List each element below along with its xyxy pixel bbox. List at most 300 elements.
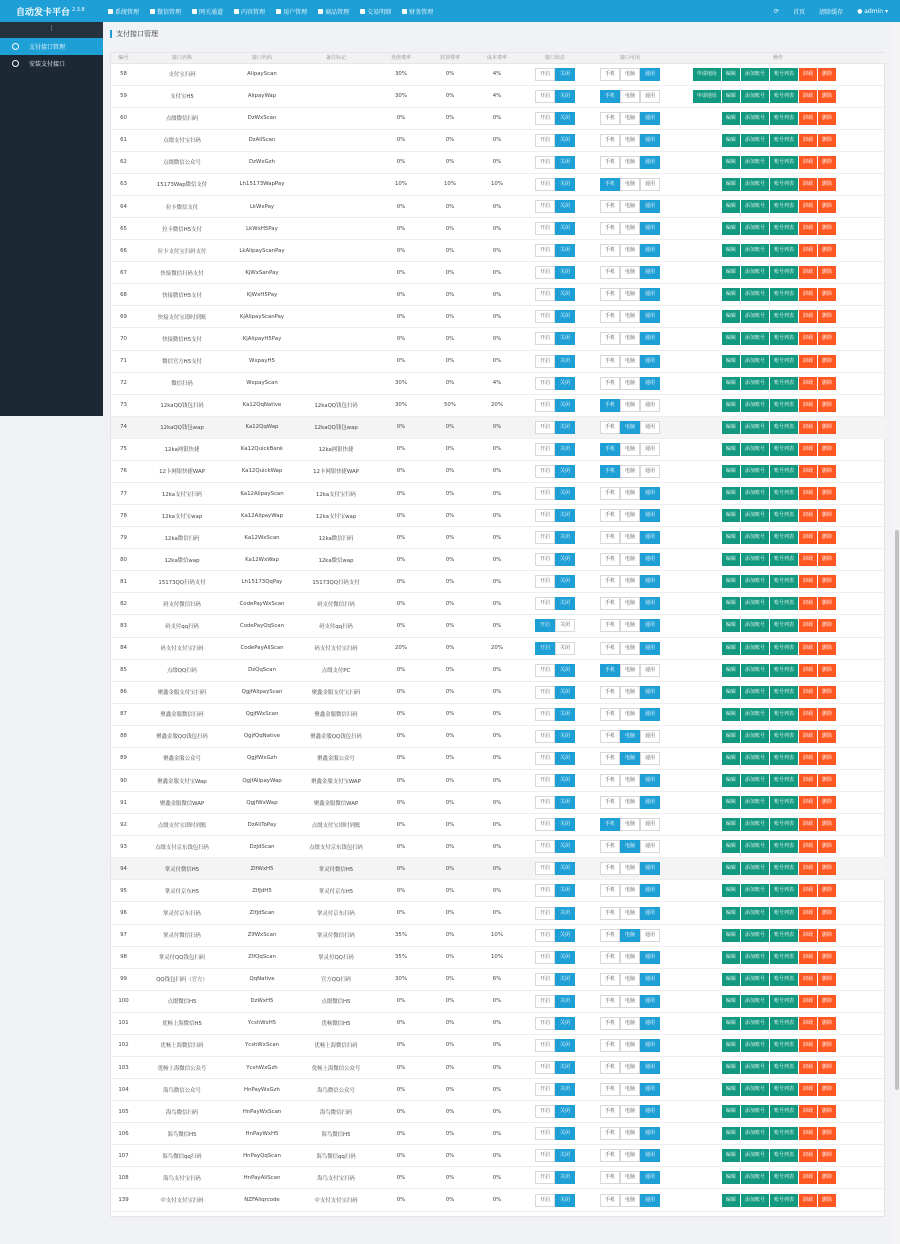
universal-button[interactable]: 通用 bbox=[640, 907, 660, 920]
account-list-button[interactable]: 账号列表 bbox=[770, 597, 798, 610]
close-button[interactable]: 关闭 bbox=[555, 421, 575, 434]
edit-button[interactable]: 编辑 bbox=[722, 200, 740, 213]
account-list-button[interactable]: 账号列表 bbox=[770, 796, 798, 809]
add-account-button[interactable]: 添加账号 bbox=[741, 752, 769, 765]
close-button[interactable]: 关闭 bbox=[555, 642, 575, 655]
account-list-button[interactable]: 账号列表 bbox=[770, 575, 798, 588]
nav-item[interactable] bbox=[108, 7, 139, 16]
delete-button[interactable]: 删除 bbox=[818, 112, 836, 125]
open-button[interactable]: 开启 bbox=[535, 443, 555, 456]
delete-button[interactable]: 删除 bbox=[818, 310, 836, 323]
delete-button[interactable]: 删除 bbox=[818, 642, 836, 655]
uninstall-button[interactable]: 卸载 bbox=[799, 1105, 817, 1118]
mobile-button[interactable]: 手机 bbox=[600, 156, 620, 169]
universal-button[interactable]: 通用 bbox=[640, 332, 660, 345]
uninstall-button[interactable]: 卸载 bbox=[799, 664, 817, 677]
pc-button[interactable]: 电脑 bbox=[620, 1017, 640, 1030]
universal-button[interactable]: 通用 bbox=[640, 178, 660, 191]
universal-button[interactable]: 通用 bbox=[640, 708, 660, 721]
uninstall-button[interactable]: 卸载 bbox=[799, 266, 817, 279]
account-list-button[interactable]: 账号列表 bbox=[770, 377, 798, 390]
edit-button[interactable]: 编辑 bbox=[722, 288, 740, 301]
pc-button[interactable]: 电脑 bbox=[620, 929, 640, 942]
account-list-button[interactable]: 账号列表 bbox=[770, 1083, 798, 1096]
account-list-button[interactable]: 账号列表 bbox=[770, 907, 798, 920]
mobile-button[interactable]: 手机 bbox=[600, 840, 620, 853]
delete-button[interactable]: 删除 bbox=[818, 509, 836, 522]
close-button[interactable]: 关闭 bbox=[555, 1061, 575, 1074]
edit-button[interactable]: 编辑 bbox=[722, 68, 740, 81]
universal-button[interactable]: 通用 bbox=[640, 1061, 660, 1074]
open-button[interactable]: 开启 bbox=[535, 310, 555, 323]
nav-item[interactable] bbox=[402, 7, 433, 16]
open-button[interactable]: 开启 bbox=[535, 995, 555, 1008]
add-account-button[interactable]: 添加账号 bbox=[741, 1194, 769, 1207]
pc-button[interactable]: 电脑 bbox=[620, 907, 640, 920]
edit-button[interactable]: 编辑 bbox=[722, 774, 740, 787]
mobile-button[interactable]: 手机 bbox=[600, 178, 620, 191]
account-list-button[interactable]: 账号列表 bbox=[770, 178, 798, 191]
delete-button[interactable]: 删除 bbox=[818, 200, 836, 213]
close-button[interactable]: 关闭 bbox=[555, 332, 575, 345]
edit-button[interactable]: 编辑 bbox=[722, 575, 740, 588]
close-button[interactable]: 关闭 bbox=[555, 929, 575, 942]
close-button[interactable]: 关闭 bbox=[555, 840, 575, 853]
open-button[interactable]: 开启 bbox=[535, 884, 555, 897]
close-button[interactable]: 关闭 bbox=[555, 553, 575, 566]
nav-item[interactable] bbox=[234, 7, 265, 16]
close-button[interactable]: 关闭 bbox=[555, 619, 575, 632]
close-button[interactable]: 关闭 bbox=[555, 134, 575, 147]
pc-button[interactable]: 电脑 bbox=[620, 134, 640, 147]
open-button[interactable]: 开启 bbox=[535, 1149, 555, 1162]
delete-button[interactable]: 删除 bbox=[818, 686, 836, 699]
uninstall-button[interactable]: 卸载 bbox=[799, 995, 817, 1008]
uninstall-button[interactable]: 卸载 bbox=[799, 310, 817, 323]
open-button[interactable]: 开启 bbox=[535, 222, 555, 235]
delete-button[interactable]: 删除 bbox=[818, 222, 836, 235]
edit-button[interactable]: 编辑 bbox=[722, 951, 740, 964]
add-account-button[interactable]: 添加账号 bbox=[741, 642, 769, 655]
close-button[interactable]: 关闭 bbox=[555, 310, 575, 323]
add-account-button[interactable]: 添加账号 bbox=[741, 222, 769, 235]
refresh-icon[interactable]: ⟳ bbox=[774, 7, 780, 15]
uninstall-button[interactable]: 卸载 bbox=[799, 686, 817, 699]
account-list-button[interactable]: 账号列表 bbox=[770, 774, 798, 787]
open-button[interactable]: 开启 bbox=[535, 553, 555, 566]
open-button[interactable]: 开启 bbox=[535, 1083, 555, 1096]
edit-button[interactable]: 编辑 bbox=[722, 642, 740, 655]
delete-button[interactable]: 删除 bbox=[818, 531, 836, 544]
mobile-button[interactable]: 手机 bbox=[600, 730, 620, 743]
universal-button[interactable]: 通用 bbox=[640, 619, 660, 632]
mobile-button[interactable]: 手机 bbox=[600, 553, 620, 566]
add-account-button[interactable]: 添加账号 bbox=[741, 1017, 769, 1030]
pc-button[interactable]: 电脑 bbox=[620, 686, 640, 699]
edit-button[interactable]: 编辑 bbox=[722, 531, 740, 544]
add-account-button[interactable]: 添加账号 bbox=[741, 862, 769, 875]
open-button[interactable]: 开启 bbox=[535, 575, 555, 588]
add-account-button[interactable]: 添加账号 bbox=[741, 818, 769, 831]
open-button[interactable]: 开启 bbox=[535, 642, 555, 655]
close-button[interactable]: 关闭 bbox=[555, 995, 575, 1008]
mobile-button[interactable]: 手机 bbox=[600, 355, 620, 368]
account-list-button[interactable]: 账号列表 bbox=[770, 509, 798, 522]
account-list-button[interactable]: 账号列表 bbox=[770, 1061, 798, 1074]
mobile-button[interactable]: 手机 bbox=[600, 708, 620, 721]
uninstall-button[interactable]: 卸载 bbox=[799, 1149, 817, 1162]
edit-button[interactable]: 编辑 bbox=[722, 332, 740, 345]
uninstall-button[interactable]: 卸载 bbox=[799, 862, 817, 875]
edit-button[interactable]: 编辑 bbox=[722, 1127, 740, 1140]
pc-button[interactable]: 电脑 bbox=[620, 1127, 640, 1140]
close-button[interactable]: 关闭 bbox=[555, 752, 575, 765]
nav-item[interactable] bbox=[192, 7, 223, 16]
close-button[interactable]: 关闭 bbox=[555, 708, 575, 721]
edit-button[interactable]: 编辑 bbox=[722, 686, 740, 699]
mobile-button[interactable]: 手机 bbox=[600, 1149, 620, 1162]
pc-button[interactable]: 电脑 bbox=[620, 1194, 640, 1207]
mobile-button[interactable]: 手机 bbox=[600, 862, 620, 875]
close-button[interactable]: 关闭 bbox=[555, 907, 575, 920]
account-list-button[interactable]: 账号列表 bbox=[770, 156, 798, 169]
account-list-button[interactable]: 账号列表 bbox=[770, 266, 798, 279]
delete-button[interactable]: 删除 bbox=[818, 664, 836, 677]
edit-button[interactable]: 编辑 bbox=[722, 730, 740, 743]
open-button[interactable]: 开启 bbox=[535, 332, 555, 345]
close-button[interactable]: 关闭 bbox=[555, 178, 575, 191]
open-button[interactable]: 开启 bbox=[535, 818, 555, 831]
account-list-button[interactable]: 账号列表 bbox=[770, 421, 798, 434]
edit-button[interactable]: 编辑 bbox=[722, 509, 740, 522]
mobile-button[interactable]: 手机 bbox=[600, 796, 620, 809]
pc-button[interactable]: 电脑 bbox=[620, 156, 640, 169]
edit-button[interactable]: 编辑 bbox=[722, 907, 740, 920]
universal-button[interactable]: 通用 bbox=[640, 884, 660, 897]
uninstall-button[interactable]: 卸载 bbox=[799, 1039, 817, 1052]
edit-button[interactable]: 编辑 bbox=[722, 355, 740, 368]
mobile-button[interactable]: 手机 bbox=[600, 509, 620, 522]
account-list-button[interactable]: 账号列表 bbox=[770, 399, 798, 412]
uninstall-button[interactable]: 卸载 bbox=[799, 796, 817, 809]
open-button[interactable]: 开启 bbox=[535, 112, 555, 125]
uninstall-button[interactable]: 卸载 bbox=[799, 1194, 817, 1207]
add-account-button[interactable]: 添加账号 bbox=[741, 840, 769, 853]
pc-button[interactable]: 电脑 bbox=[620, 332, 640, 345]
uninstall-button[interactable]: 卸载 bbox=[799, 619, 817, 632]
open-button[interactable]: 开启 bbox=[535, 266, 555, 279]
close-button[interactable]: 关闭 bbox=[555, 266, 575, 279]
universal-button[interactable]: 通用 bbox=[640, 487, 660, 500]
close-button[interactable]: 关闭 bbox=[555, 575, 575, 588]
sidebar-item[interactable] bbox=[0, 55, 103, 72]
universal-button[interactable]: 通用 bbox=[640, 774, 660, 787]
account-list-button[interactable]: 账号列表 bbox=[770, 664, 798, 677]
mobile-button[interactable]: 手机 bbox=[600, 134, 620, 147]
pc-button[interactable]: 电脑 bbox=[620, 531, 640, 544]
mobile-button[interactable]: 手机 bbox=[600, 818, 620, 831]
account-list-button[interactable]: 账号列表 bbox=[770, 310, 798, 323]
pc-button[interactable]: 电脑 bbox=[620, 465, 640, 478]
delete-button[interactable]: 删除 bbox=[818, 90, 836, 103]
pc-button[interactable]: 电脑 bbox=[620, 1149, 640, 1162]
uninstall-button[interactable]: 卸载 bbox=[799, 156, 817, 169]
add-account-button[interactable]: 添加账号 bbox=[741, 995, 769, 1008]
add-account-button[interactable]: 添加账号 bbox=[741, 553, 769, 566]
universal-button[interactable]: 通用 bbox=[640, 597, 660, 610]
uninstall-button[interactable]: 卸载 bbox=[799, 1083, 817, 1096]
close-button[interactable]: 关闭 bbox=[555, 862, 575, 875]
edit-button[interactable]: 编辑 bbox=[722, 752, 740, 765]
uninstall-button[interactable]: 卸载 bbox=[799, 929, 817, 942]
uninstall-button[interactable]: 卸载 bbox=[799, 531, 817, 544]
mobile-button[interactable]: 手机 bbox=[600, 619, 620, 632]
mobile-button[interactable]: 手机 bbox=[600, 1017, 620, 1030]
mobile-button[interactable]: 手机 bbox=[600, 642, 620, 655]
uninstall-button[interactable]: 卸载 bbox=[799, 200, 817, 213]
add-account-button[interactable]: 添加账号 bbox=[741, 973, 769, 986]
uninstall-button[interactable]: 卸载 bbox=[799, 708, 817, 721]
add-account-button[interactable]: 添加账号 bbox=[741, 1083, 769, 1096]
mobile-button[interactable]: 手机 bbox=[600, 222, 620, 235]
add-account-button[interactable]: 添加账号 bbox=[741, 1105, 769, 1118]
uninstall-button[interactable]: 卸载 bbox=[799, 487, 817, 500]
pc-button[interactable]: 电脑 bbox=[620, 951, 640, 964]
pc-button[interactable]: 电脑 bbox=[620, 619, 640, 632]
edit-button[interactable]: 编辑 bbox=[722, 156, 740, 169]
universal-button[interactable]: 通用 bbox=[640, 90, 660, 103]
delete-button[interactable]: 删除 bbox=[818, 465, 836, 478]
pc-button[interactable]: 电脑 bbox=[620, 818, 640, 831]
universal-button[interactable]: 通用 bbox=[640, 840, 660, 853]
add-account-button[interactable]: 添加账号 bbox=[741, 907, 769, 920]
mobile-button[interactable]: 手机 bbox=[600, 487, 620, 500]
pc-button[interactable]: 电脑 bbox=[620, 355, 640, 368]
open-button[interactable]: 开启 bbox=[535, 399, 555, 412]
account-list-button[interactable]: 账号列表 bbox=[770, 288, 798, 301]
edit-button[interactable]: 编辑 bbox=[722, 310, 740, 323]
edit-button[interactable]: 编辑 bbox=[722, 929, 740, 942]
edit-button[interactable]: 编辑 bbox=[722, 112, 740, 125]
close-button[interactable]: 关闭 bbox=[555, 818, 575, 831]
delete-button[interactable]: 删除 bbox=[818, 244, 836, 257]
mobile-button[interactable]: 手机 bbox=[600, 266, 620, 279]
pc-button[interactable]: 电脑 bbox=[620, 112, 640, 125]
edit-button[interactable]: 编辑 bbox=[722, 90, 740, 103]
close-button[interactable]: 关闭 bbox=[555, 884, 575, 897]
close-button[interactable]: 关闭 bbox=[555, 1017, 575, 1030]
uninstall-button[interactable]: 卸载 bbox=[799, 443, 817, 456]
delete-button[interactable]: 删除 bbox=[818, 134, 836, 147]
pc-button[interactable]: 电脑 bbox=[620, 487, 640, 500]
account-list-button[interactable]: 账号列表 bbox=[770, 355, 798, 368]
delete-button[interactable]: 删除 bbox=[818, 288, 836, 301]
uninstall-button[interactable]: 卸载 bbox=[799, 884, 817, 897]
mobile-button[interactable]: 手机 bbox=[600, 1083, 620, 1096]
open-button[interactable]: 开启 bbox=[535, 421, 555, 434]
open-button[interactable]: 开启 bbox=[535, 90, 555, 103]
mobile-button[interactable]: 手机 bbox=[600, 973, 620, 986]
add-account-button[interactable]: 添加账号 bbox=[741, 178, 769, 191]
delete-button[interactable]: 删除 bbox=[818, 332, 836, 345]
delete-button[interactable]: 删除 bbox=[818, 1149, 836, 1162]
close-button[interactable]: 关闭 bbox=[555, 531, 575, 544]
mobile-button[interactable]: 手机 bbox=[600, 399, 620, 412]
pc-button[interactable]: 电脑 bbox=[620, 399, 640, 412]
uninstall-button[interactable]: 卸载 bbox=[799, 1127, 817, 1140]
open-button[interactable]: 开启 bbox=[535, 1039, 555, 1052]
pc-button[interactable]: 电脑 bbox=[620, 310, 640, 323]
add-account-button[interactable]: 添加账号 bbox=[741, 134, 769, 147]
delete-button[interactable]: 删除 bbox=[818, 929, 836, 942]
close-button[interactable]: 关闭 bbox=[555, 90, 575, 103]
uninstall-button[interactable]: 卸载 bbox=[799, 112, 817, 125]
close-button[interactable]: 关闭 bbox=[555, 1083, 575, 1096]
uninstall-button[interactable]: 卸载 bbox=[799, 1171, 817, 1184]
uninstall-button[interactable]: 卸载 bbox=[799, 355, 817, 368]
universal-button[interactable]: 通用 bbox=[640, 443, 660, 456]
close-button[interactable]: 关闭 bbox=[555, 288, 575, 301]
edit-button[interactable]: 编辑 bbox=[722, 222, 740, 235]
edit-button[interactable]: 编辑 bbox=[722, 1194, 740, 1207]
delete-button[interactable]: 删除 bbox=[818, 178, 836, 191]
uninstall-button[interactable]: 卸载 bbox=[799, 178, 817, 191]
close-button[interactable]: 关闭 bbox=[555, 222, 575, 235]
mobile-button[interactable]: 手机 bbox=[600, 112, 620, 125]
close-button[interactable]: 关闭 bbox=[555, 1149, 575, 1162]
add-account-button[interactable]: 添加账号 bbox=[741, 575, 769, 588]
add-account-button[interactable]: 添加账号 bbox=[741, 509, 769, 522]
universal-button[interactable]: 通用 bbox=[640, 929, 660, 942]
account-list-button[interactable]: 账号列表 bbox=[770, 1017, 798, 1030]
edit-button[interactable]: 编辑 bbox=[722, 1061, 740, 1074]
uninstall-button[interactable]: 卸载 bbox=[799, 421, 817, 434]
universal-button[interactable]: 通用 bbox=[640, 531, 660, 544]
close-button[interactable]: 关闭 bbox=[555, 686, 575, 699]
open-button[interactable]: 开启 bbox=[535, 840, 555, 853]
open-button[interactable]: 开启 bbox=[535, 134, 555, 147]
uninstall-button[interactable]: 卸载 bbox=[799, 752, 817, 765]
uninstall-button[interactable]: 卸载 bbox=[799, 553, 817, 566]
mobile-button[interactable]: 手机 bbox=[600, 465, 620, 478]
close-button[interactable]: 关闭 bbox=[555, 68, 575, 81]
universal-button[interactable]: 通用 bbox=[640, 730, 660, 743]
mobile-button[interactable]: 手机 bbox=[600, 531, 620, 544]
account-list-button[interactable]: 账号列表 bbox=[770, 973, 798, 986]
edit-button[interactable]: 编辑 bbox=[722, 973, 740, 986]
pc-button[interactable]: 电脑 bbox=[620, 1039, 640, 1052]
delete-button[interactable]: 删除 bbox=[818, 355, 836, 368]
pc-button[interactable]: 电脑 bbox=[620, 288, 640, 301]
uninstall-button[interactable]: 卸载 bbox=[799, 774, 817, 787]
open-button[interactable]: 开启 bbox=[535, 929, 555, 942]
universal-button[interactable]: 通用 bbox=[640, 112, 660, 125]
open-button[interactable]: 开启 bbox=[535, 973, 555, 986]
account-list-button[interactable]: 账号列表 bbox=[770, 995, 798, 1008]
add-account-button[interactable]: 添加账号 bbox=[741, 465, 769, 478]
mobile-button[interactable]: 手机 bbox=[600, 443, 620, 456]
edit-button[interactable]: 编辑 bbox=[722, 399, 740, 412]
mobile-button[interactable]: 手机 bbox=[600, 288, 620, 301]
account-list-button[interactable]: 账号列表 bbox=[770, 951, 798, 964]
universal-button[interactable]: 通用 bbox=[640, 1127, 660, 1140]
edit-button[interactable]: 编辑 bbox=[722, 619, 740, 632]
add-account-button[interactable]: 添加账号 bbox=[741, 310, 769, 323]
close-button[interactable]: 关闭 bbox=[555, 664, 575, 677]
close-button[interactable]: 关闭 bbox=[555, 509, 575, 522]
uninstall-button[interactable]: 卸载 bbox=[799, 840, 817, 853]
mobile-button[interactable]: 手机 bbox=[600, 575, 620, 588]
account-list-button[interactable]: 账号列表 bbox=[770, 531, 798, 544]
open-button[interactable]: 开启 bbox=[535, 752, 555, 765]
universal-button[interactable]: 通用 bbox=[640, 134, 660, 147]
pc-button[interactable]: 电脑 bbox=[620, 575, 640, 588]
edit-button[interactable]: 编辑 bbox=[722, 597, 740, 610]
open-button[interactable]: 开启 bbox=[535, 178, 555, 191]
pc-button[interactable]: 电脑 bbox=[620, 1061, 640, 1074]
mobile-button[interactable]: 手机 bbox=[600, 884, 620, 897]
uninstall-button[interactable]: 卸载 bbox=[799, 509, 817, 522]
delete-button[interactable]: 删除 bbox=[818, 421, 836, 434]
add-account-button[interactable]: 添加账号 bbox=[741, 355, 769, 368]
delete-button[interactable]: 删除 bbox=[818, 708, 836, 721]
add-account-button[interactable]: 添加账号 bbox=[741, 884, 769, 897]
uninstall-button[interactable]: 卸载 bbox=[799, 90, 817, 103]
edit-button[interactable]: 编辑 bbox=[722, 487, 740, 500]
add-account-button[interactable]: 添加账号 bbox=[741, 664, 769, 677]
add-account-button[interactable]: 添加账号 bbox=[741, 266, 769, 279]
close-button[interactable]: 关闭 bbox=[555, 244, 575, 257]
add-account-button[interactable]: 添加账号 bbox=[741, 951, 769, 964]
delete-button[interactable]: 删除 bbox=[818, 774, 836, 787]
account-list-button[interactable]: 账号列表 bbox=[770, 487, 798, 500]
delete-button[interactable]: 删除 bbox=[818, 1083, 836, 1096]
close-button[interactable]: 关闭 bbox=[555, 487, 575, 500]
edit-button[interactable]: 编辑 bbox=[722, 1105, 740, 1118]
universal-button[interactable]: 通用 bbox=[640, 1105, 660, 1118]
open-button[interactable]: 开启 bbox=[535, 862, 555, 875]
open-button[interactable]: 开启 bbox=[535, 200, 555, 213]
universal-button[interactable]: 通用 bbox=[640, 509, 660, 522]
close-button[interactable]: 关闭 bbox=[555, 112, 575, 125]
pc-button[interactable]: 电脑 bbox=[620, 752, 640, 765]
delete-button[interactable]: 删除 bbox=[818, 995, 836, 1008]
edit-button[interactable]: 编辑 bbox=[722, 377, 740, 390]
account-list-button[interactable]: 账号列表 bbox=[770, 1194, 798, 1207]
edit-button[interactable]: 编辑 bbox=[722, 796, 740, 809]
uninstall-button[interactable]: 卸载 bbox=[799, 134, 817, 147]
uninstall-button[interactable]: 卸载 bbox=[799, 597, 817, 610]
delete-button[interactable]: 删除 bbox=[818, 619, 836, 632]
delete-button[interactable]: 删除 bbox=[818, 1039, 836, 1052]
universal-button[interactable]: 通用 bbox=[640, 1149, 660, 1162]
delete-button[interactable]: 删除 bbox=[818, 597, 836, 610]
pc-button[interactable]: 电脑 bbox=[620, 377, 640, 390]
delete-button[interactable]: 删除 bbox=[818, 752, 836, 765]
uninstall-button[interactable]: 卸载 bbox=[799, 1061, 817, 1074]
delete-button[interactable]: 删除 bbox=[818, 443, 836, 456]
add-account-button[interactable]: 添加账号 bbox=[741, 708, 769, 721]
add-account-button[interactable]: 添加账号 bbox=[741, 443, 769, 456]
pc-button[interactable]: 电脑 bbox=[620, 178, 640, 191]
universal-button[interactable]: 通用 bbox=[640, 686, 660, 699]
delete-button[interactable]: 删除 bbox=[818, 840, 836, 853]
delete-button[interactable]: 删除 bbox=[818, 1127, 836, 1140]
edit-button[interactable]: 编辑 bbox=[722, 465, 740, 478]
mobile-button[interactable]: 手机 bbox=[600, 951, 620, 964]
close-button[interactable]: 关闭 bbox=[555, 1127, 575, 1140]
open-button[interactable]: 开启 bbox=[535, 377, 555, 390]
